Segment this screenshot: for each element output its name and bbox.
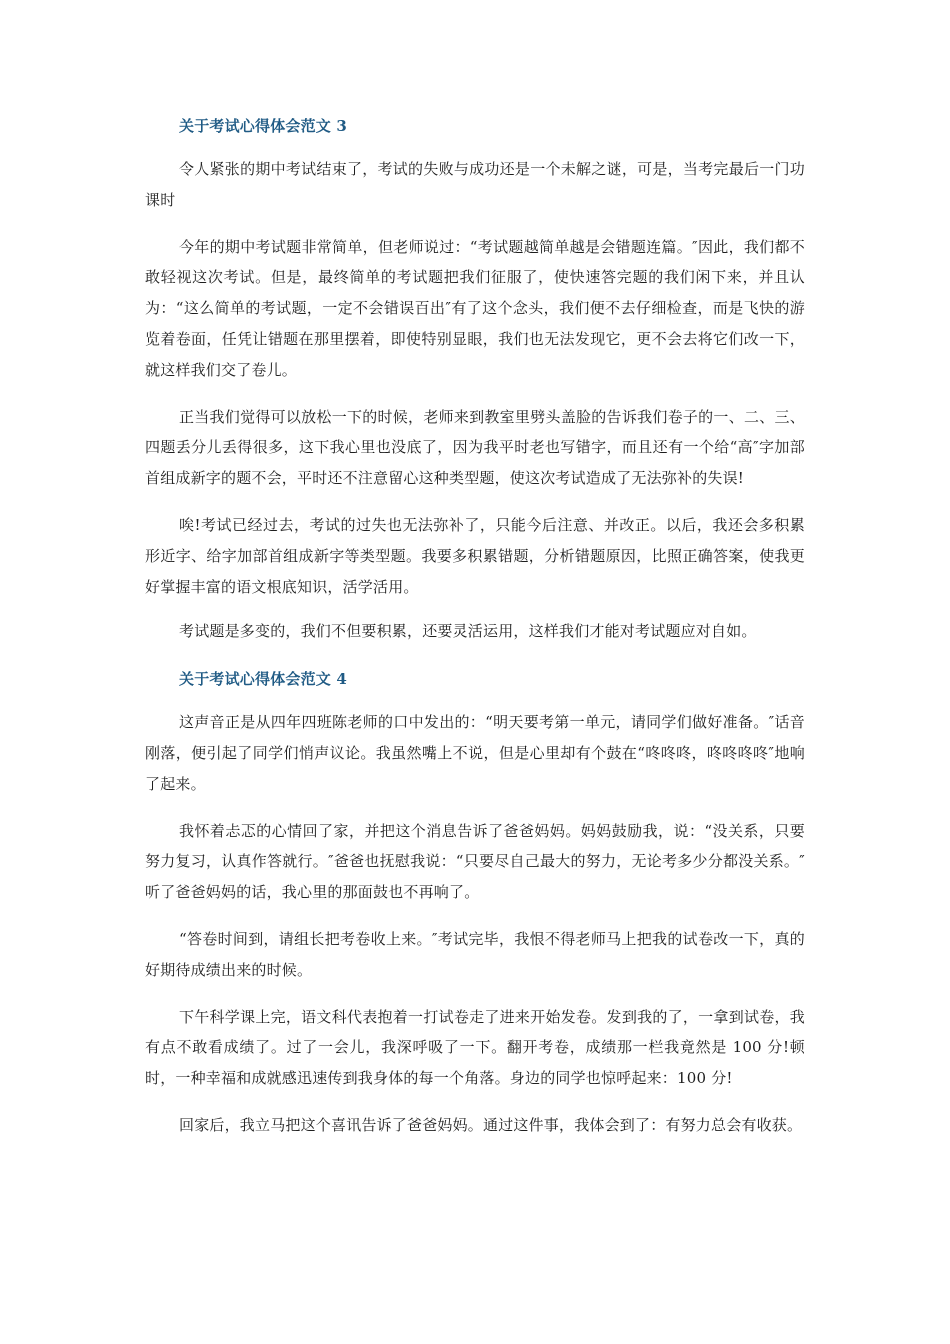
paragraph: 回家后，我立马把这个喜讯告诉了爸爸妈妈。通过这件事，我体会到了：有努力总会有收获。 (179, 1115, 803, 1134)
paragraph: 这声音正是从四年四班陈老师的口中发出的：“明天要考第一单元，请同学们做好准备。″话音刚落，便引起了同学们悄声议论。我虽然嘴上不说，但是心里却有个鼓在“咚咚咚，咚咚咚咚″地响了起来。 (145, 713, 805, 793)
paragraph: 令人紧张的期中考试结束了，考试的失败与成功还是一个未解之谜，可是，当考完最后一门功课时 (145, 160, 805, 209)
paragraph: 下午科学课上完，语文科代表抱着一打试卷走了进来开始发卷。发到我的了，一拿到试卷，我有点不敢看成绩了。过了一会儿，我深呼吸了一下。翻开考卷，成绩那一栏我竟然是 100 分!顿时，一种幸福和成就感迅速传到我身体的每一个角落。身边的同学也惊呼起来：100 分! (145, 1007, 805, 1088)
paragraph: 我怀着忐忑的心情回了家，并把这个消息告诉了爸爸妈妈。妈妈鼓励我，说：“没关系，只要努力复习，认真作答就行。″爸爸也抚慰我说：“只要尽自己最大的努力，无论考多少分都没关系。″听了爸爸妈妈的话，我心里的那面鼓也不再响了。 (145, 821, 805, 902)
paragraph: 唉!考试已经过去，考试的过失也无法弥补了，只能今后注意、并改正。以后，我还会多积累形近字、给字加部首组成新字等类型题。我要多积累错题，分析错题原因，比照正确答案，使我更好掌握丰富的语文根底知识，活学活用。 (145, 515, 805, 596)
paragraph: “答卷时间到，请组长把考卷收上来。″考试完毕，我恨不得老师马上把我的试卷改一下，真的好期待成绩出来的时候。 (145, 929, 805, 979)
section-heading-4: 关于考试心得体会范文 4 (179, 670, 348, 689)
paragraph: 正当我们觉得可以放松一下的时候，老师来到教室里劈头盖脸的告诉我们卷子的一、二、三、四题丢分儿丢得很多，这下我心里也没底了，因为我平时老也写错字，而且还有一个给“高″字加部首组成新字的题不会，平时还不注意留心这种类型题，使这次考试造成了无法弥补的失误! (145, 407, 805, 488)
paragraph: 今年的期中考试题非常简单，但老师说过：“考试题越简单越是会错题连篇。″因此，我们都不敢轻视这次考试。但是，最终简单的考试题把我们征服了，使快速答完题的我们闲下来，并且认为：“这么简单的考试题，一定不会错误百出″有了这个念头，我们便不去仔细检查，而是飞快的游览着卷面，任凭让错题在那里摆着，即使特别显眼，我们也无法发现它，更不会去将它们改一下，就这样我们交了卷儿。 (145, 237, 805, 379)
document-body (145, 108, 805, 1141)
paragraph: 考试题是多变的，我们不但要积累，还要灵活运用，这样我们才能对考试题应对自如。 (179, 622, 757, 641)
section-heading-3: 关于考试心得体会范文 3 (179, 117, 348, 135)
